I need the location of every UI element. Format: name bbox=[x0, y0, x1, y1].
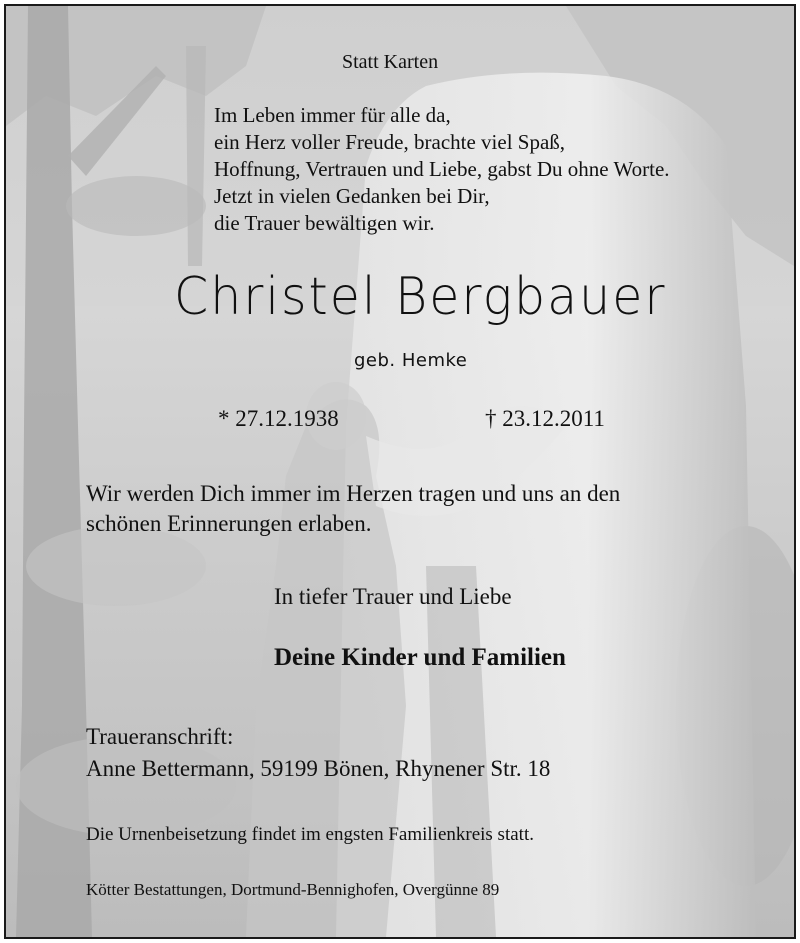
obituary-notice bbox=[4, 4, 796, 939]
poem-line: Im Leben immer für alle da, bbox=[214, 103, 451, 127]
memorial-message bbox=[86, 479, 620, 539]
message-line: Wir werden Dich immer im Herzen tragen und uns an den bbox=[86, 481, 621, 506]
poem-line: Hoffnung, Vertrauen und Liebe, gabst Du ohne Worte. bbox=[214, 157, 670, 181]
family-signature: Deine Kinder und Familien bbox=[274, 644, 566, 671]
address-label: Traueranschrift: bbox=[86, 724, 234, 749]
mourning-address: Anne Bettermann, 59199 Bönen, Rhynener Str. 18 bbox=[86, 756, 551, 781]
poem-line: die Trauer bewältigen wir. bbox=[214, 211, 435, 235]
intro-text: Statt Karten bbox=[342, 51, 439, 73]
undertaker-info: Kötter Bestattungen, Dortmund-Bennighofen, Overgünne 89 bbox=[86, 880, 500, 899]
poem-line: ein Herz voller Freude, brachte viel Spaß, bbox=[214, 130, 566, 154]
maiden-name: geb. Hemke bbox=[354, 350, 468, 371]
burial-notice: Die Urnenbeisetzung findet im engsten Familienkreis statt. bbox=[86, 824, 534, 845]
deceased-name: Christel Bergbauer bbox=[174, 266, 667, 327]
poem-line: Jetzt in vielen Gedanken bei Dir, bbox=[214, 184, 490, 208]
birth-date: * 27.12.1938 bbox=[218, 406, 339, 431]
mourning-line: In tiefer Trauer und Liebe bbox=[274, 584, 512, 609]
death-date: † 23.12.2011 bbox=[485, 406, 605, 431]
message-line: schönen Erinnerungen erlaben. bbox=[86, 511, 372, 536]
poem bbox=[214, 102, 670, 237]
